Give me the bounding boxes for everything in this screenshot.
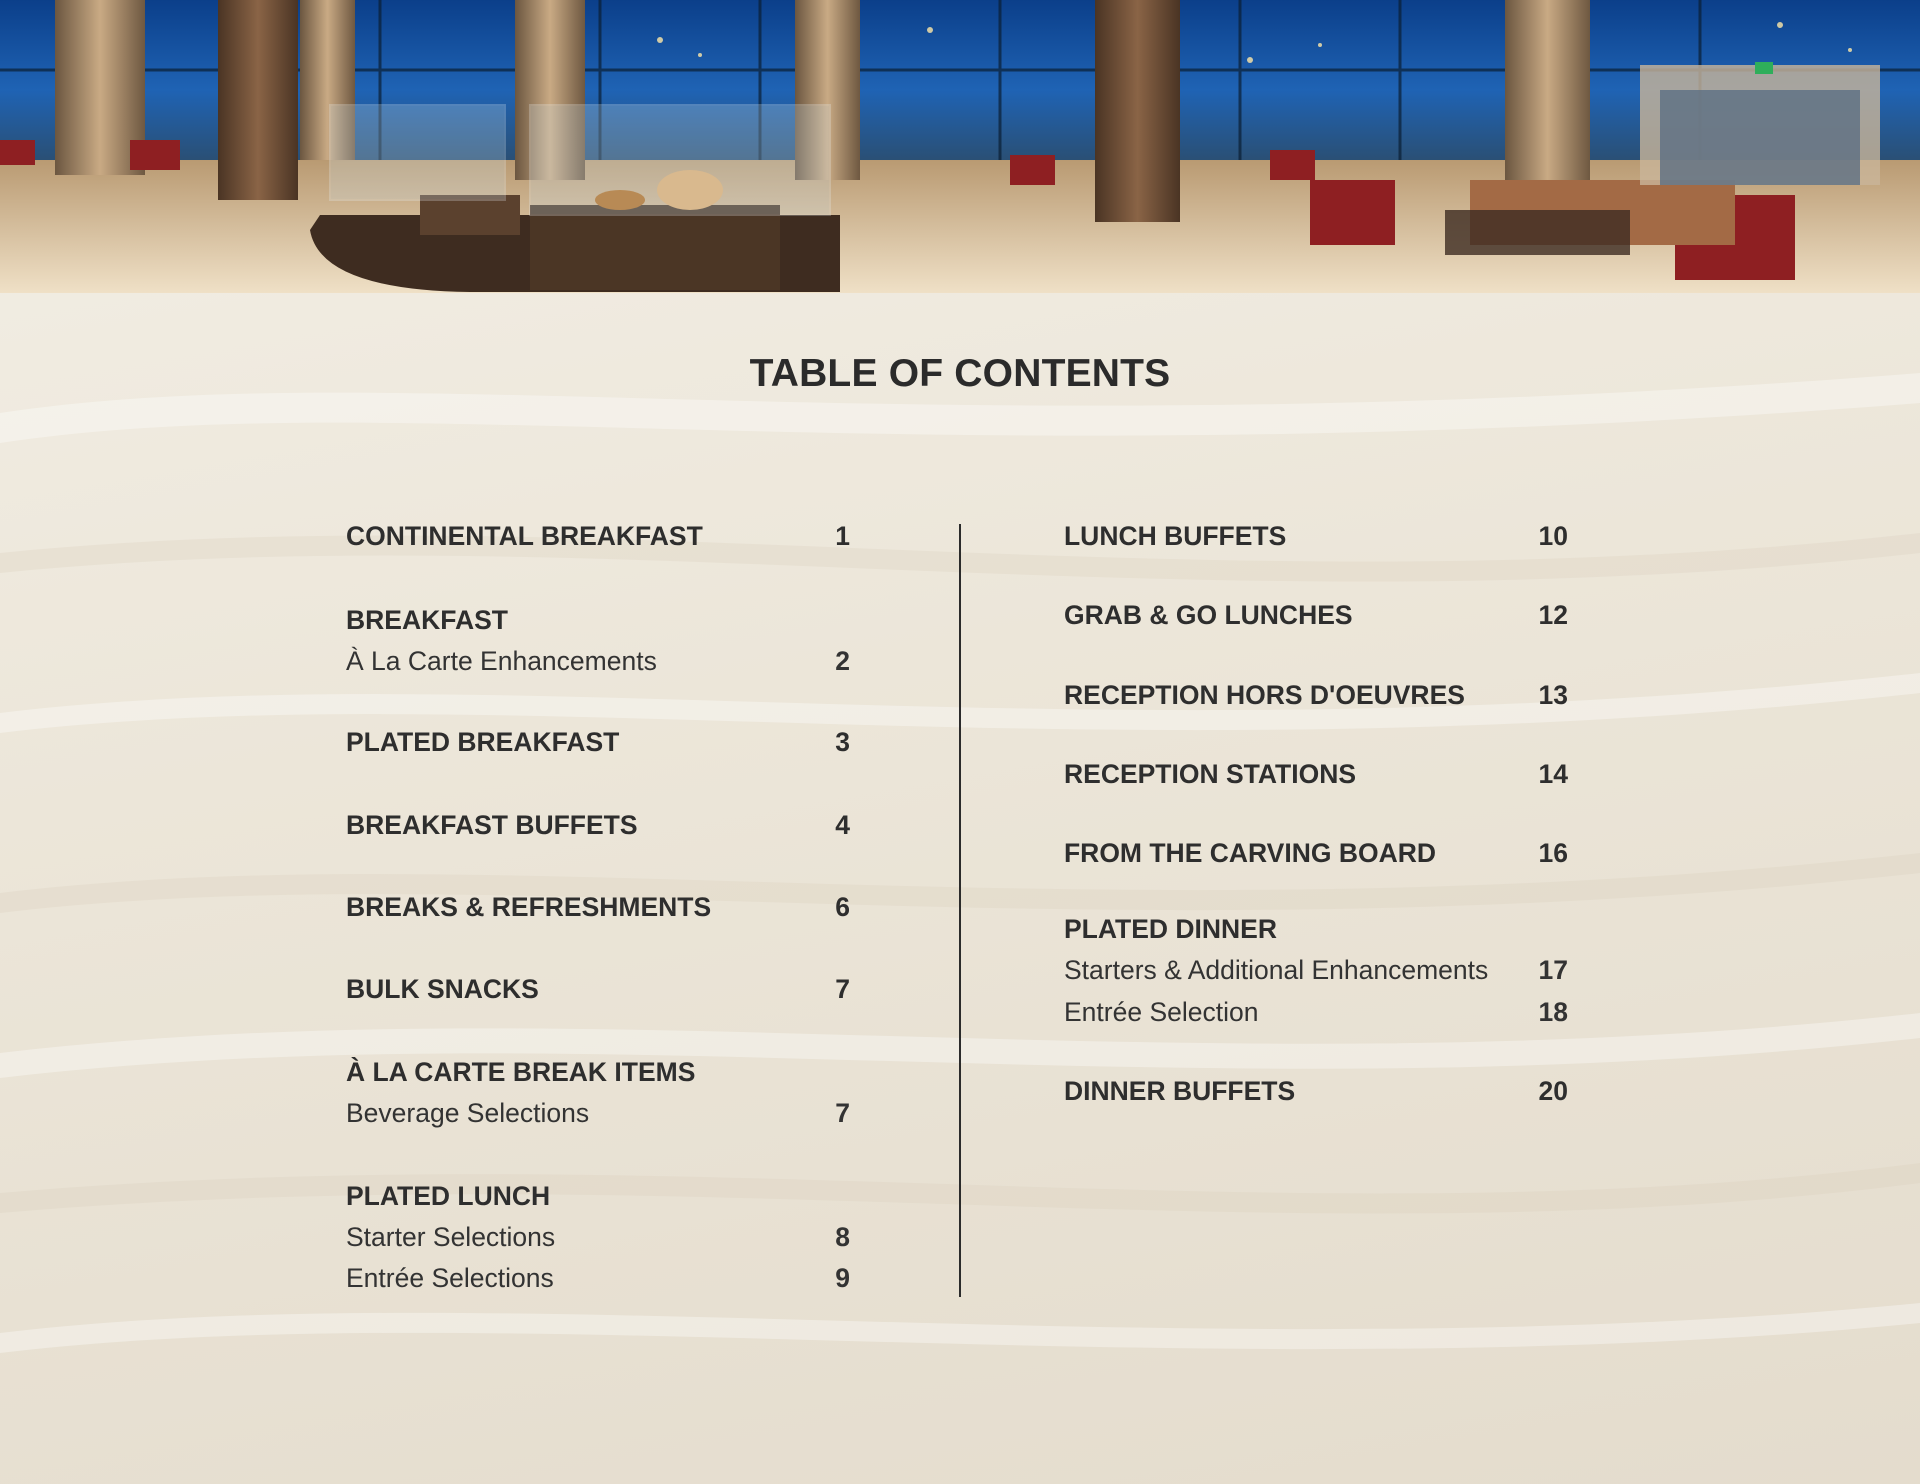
toc-entry[interactable] (346, 1176, 850, 1216)
toc-subentry-label: Starters & Additional Enhancements (1064, 955, 1489, 985)
toc-page-number: 3 (835, 727, 850, 757)
toc-subentry[interactable] (346, 1217, 850, 1257)
toc-entry[interactable] (1064, 754, 1568, 794)
toc-subentry-label: Beverage Selections (346, 1098, 590, 1128)
toc-page-number: 6 (835, 892, 850, 922)
page-title: TABLE OF CONTENTS (749, 352, 1171, 395)
toc-entry-label: BREAKFAST (346, 605, 508, 635)
toc-entry-label: BREAKS & REFRESHMENTS (346, 892, 712, 922)
toc-entry-label: FROM THE CARVING BOARD (1064, 838, 1436, 868)
toc-entry-label: PLATED DINNER (1064, 914, 1277, 944)
toc-subentry[interactable] (346, 1258, 850, 1298)
toc-entry[interactable] (1064, 675, 1568, 715)
toc-entry-label: PLATED BREAKFAST (346, 727, 620, 757)
toc-subentry-label: Entrée Selection (1064, 997, 1259, 1027)
toc-entry[interactable] (346, 722, 850, 762)
toc-subentry-label: Entrée Selections (346, 1263, 554, 1293)
toc-entry[interactable] (1064, 595, 1568, 635)
toc-page-number: 7 (835, 1098, 850, 1128)
toc-entry[interactable] (346, 887, 850, 927)
hotel-lobby-photo (0, 0, 1920, 293)
toc-subentry-label: À La Carte Enhancements (346, 646, 657, 676)
toc-entry[interactable] (1064, 516, 1568, 556)
toc-page-number: 7 (835, 974, 850, 1004)
toc-page-number: 9 (835, 1263, 850, 1293)
toc-entry-label: PLATED LUNCH (346, 1181, 551, 1211)
toc-subentry[interactable] (1064, 992, 1568, 1032)
toc-page-number: 16 (1538, 838, 1568, 868)
toc-entry[interactable] (346, 805, 850, 845)
toc-page-number: 1 (835, 521, 850, 551)
toc-subentry[interactable] (346, 641, 850, 681)
toc-entry[interactable] (1064, 909, 1568, 949)
toc-subentry[interactable] (346, 1093, 850, 1133)
toc-subentry[interactable] (1064, 950, 1568, 990)
toc-entry[interactable] (1064, 833, 1568, 873)
toc-page-number: 13 (1538, 680, 1568, 710)
toc-entry-label: RECEPTION HORS D'OEUVRES (1064, 680, 1465, 710)
toc-page-number: 8 (835, 1222, 850, 1252)
toc-page-number: 14 (1538, 759, 1568, 789)
toc-entry-label: GRAB & GO LUNCHES (1064, 600, 1353, 630)
toc-entry-label: DINNER BUFFETS (1064, 1076, 1296, 1106)
toc-page-number: 12 (1538, 600, 1568, 630)
toc-entry-label: BREAKFAST BUFFETS (346, 810, 638, 840)
toc-page-number: 18 (1538, 997, 1568, 1027)
toc-entry-label: RECEPTION STATIONS (1064, 759, 1357, 789)
toc-entry-label: BULK SNACKS (346, 974, 539, 1004)
toc-subentry-label: Starter Selections (346, 1222, 556, 1252)
toc-entry[interactable] (1064, 1071, 1568, 1111)
toc-entry-label: LUNCH BUFFETS (1064, 521, 1287, 551)
toc-entry[interactable] (346, 516, 850, 556)
column-divider (959, 524, 961, 1297)
toc-entry-label: CONTINENTAL BREAKFAST (346, 521, 703, 551)
toc-entry[interactable] (346, 969, 850, 1009)
toc-page-number: 2 (835, 646, 850, 676)
toc-page-number: 17 (1538, 955, 1568, 985)
toc-page-number: 20 (1538, 1076, 1568, 1106)
toc-page-number: 4 (835, 810, 850, 840)
toc-entry[interactable] (346, 1052, 850, 1092)
toc-entry-label: À LA CARTE BREAK ITEMS (346, 1057, 696, 1087)
toc-entry[interactable] (346, 600, 850, 640)
toc-page-number: 10 (1538, 521, 1568, 551)
